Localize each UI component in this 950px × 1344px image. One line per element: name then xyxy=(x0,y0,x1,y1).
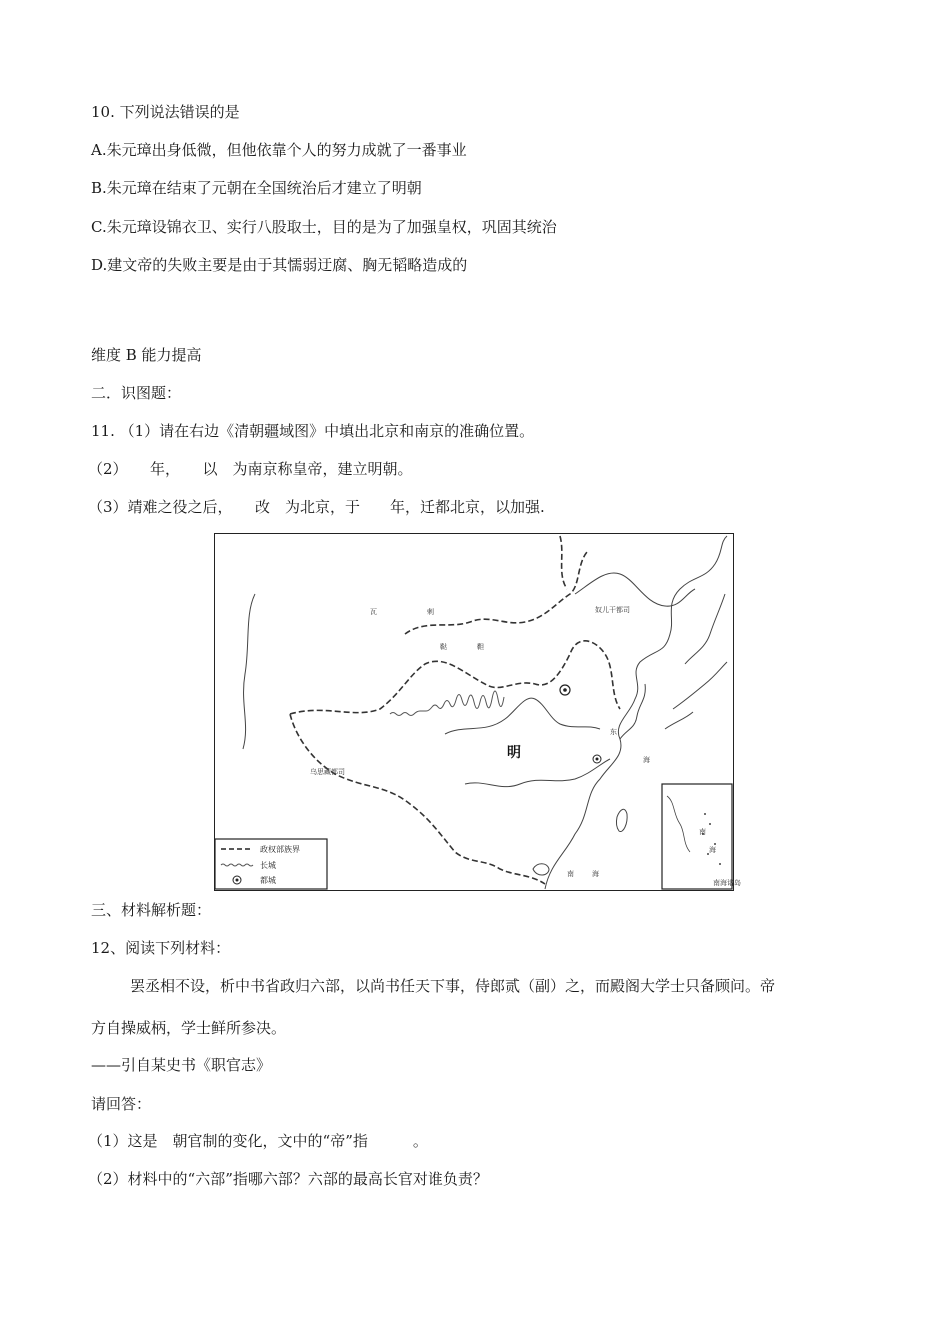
label-nan: 南 xyxy=(567,870,574,878)
label-hai1: 海 xyxy=(643,756,650,764)
q11-part2: （2） 年， 以 为南京称皇帝，建立明朝。 xyxy=(88,460,413,478)
hainan-outline xyxy=(533,864,549,875)
label-la: 剌 xyxy=(427,608,434,616)
tribes-boundary xyxy=(405,552,587,634)
legend-label-boundary: 政权部族界 xyxy=(260,845,300,854)
japan-outline xyxy=(665,594,727,729)
label-wusi: 乌思藏都司 xyxy=(310,768,345,776)
ming-boundary xyxy=(290,641,620,884)
yellow-river xyxy=(445,698,600,734)
label-da2: 靼 xyxy=(477,643,484,651)
great-wall xyxy=(390,691,504,716)
q11-part3: （3）靖难之役之后， 改 为北京，于 年，迁都北京，以加强. xyxy=(88,498,545,516)
heilong-river xyxy=(575,573,695,606)
q10-option-d: D.建文帝的失败主要是由于其懦弱迂腐、胸无韬略造成的 xyxy=(91,256,468,274)
legend-label-wall: 长城 xyxy=(260,861,276,870)
label-dong: 东 xyxy=(610,728,617,736)
q10-stem: 10. 下列说法错误的是 xyxy=(91,103,240,121)
q10-option-b: B.朱元璋在结束了元朝在全国统治后才建立了明朝 xyxy=(91,179,422,197)
section-3-heading: 三、材料解析题： xyxy=(91,901,212,919)
section-2-heading: 二．识图题： xyxy=(91,384,182,402)
q12-answer1: （1）这是 朝官制的变化，文中的“帝”指 。 xyxy=(88,1132,428,1150)
ming-territory-map xyxy=(214,533,741,891)
q12-answer2: （2）材料中的“六部”指哪六部？六部的最高长官对谁负责？ xyxy=(88,1170,488,1188)
label-wa: 瓦 xyxy=(370,608,377,616)
label-da1: 鞑 xyxy=(440,643,447,651)
label-hai2: 海 xyxy=(592,870,599,878)
section-b-heading: 维度 B 能力提高 xyxy=(91,346,202,364)
q12-intro: 12、阅读下列材料： xyxy=(91,939,231,957)
inset-label-nan: 南 xyxy=(699,828,706,836)
q10-option-c: C.朱元璋设锦衣卫、实行八股取士，目的是为了加强皇权，巩固其统治 xyxy=(91,218,557,236)
nuer-boundary xyxy=(560,536,567,589)
inset-caption: 南海诸岛 xyxy=(713,879,741,887)
label-nuer: 奴儿干都司 xyxy=(595,606,630,614)
west-river xyxy=(243,594,255,749)
yangtze-river xyxy=(465,759,610,787)
label-ming: 明 xyxy=(507,745,521,761)
q11-part1: 11. （1）请在右边《清朝疆域图》中填出北京和南京的准确位置。 xyxy=(91,422,535,440)
map-inset-south-sea xyxy=(662,784,741,889)
q10-option-a: A.朱元璋出身低微，但他依靠个人的努力成就了一番事业 xyxy=(91,141,467,159)
taiwan-outline xyxy=(616,809,627,831)
legend-label-capital: 都城 xyxy=(260,876,276,885)
map-legend xyxy=(215,839,327,889)
capital-marker xyxy=(560,685,570,695)
q12-source: ——引自某史书《职官志》 xyxy=(91,1056,272,1074)
q12-material-line1: 罢丞相不设，析中书省政归六部，以尚书任天下事，侍郎贰（副）之，而殿阁大学士只备顾问。帝 xyxy=(130,977,776,995)
korea-outline xyxy=(620,684,645,739)
inset-label-hai: 海 xyxy=(709,846,716,854)
q12-ask: 请回答： xyxy=(91,1095,152,1113)
nanjing-marker xyxy=(593,755,601,763)
q12-material-line2: 方自操威柄，学士鲜所参决。 xyxy=(91,1019,287,1037)
map-drawing xyxy=(215,534,741,889)
